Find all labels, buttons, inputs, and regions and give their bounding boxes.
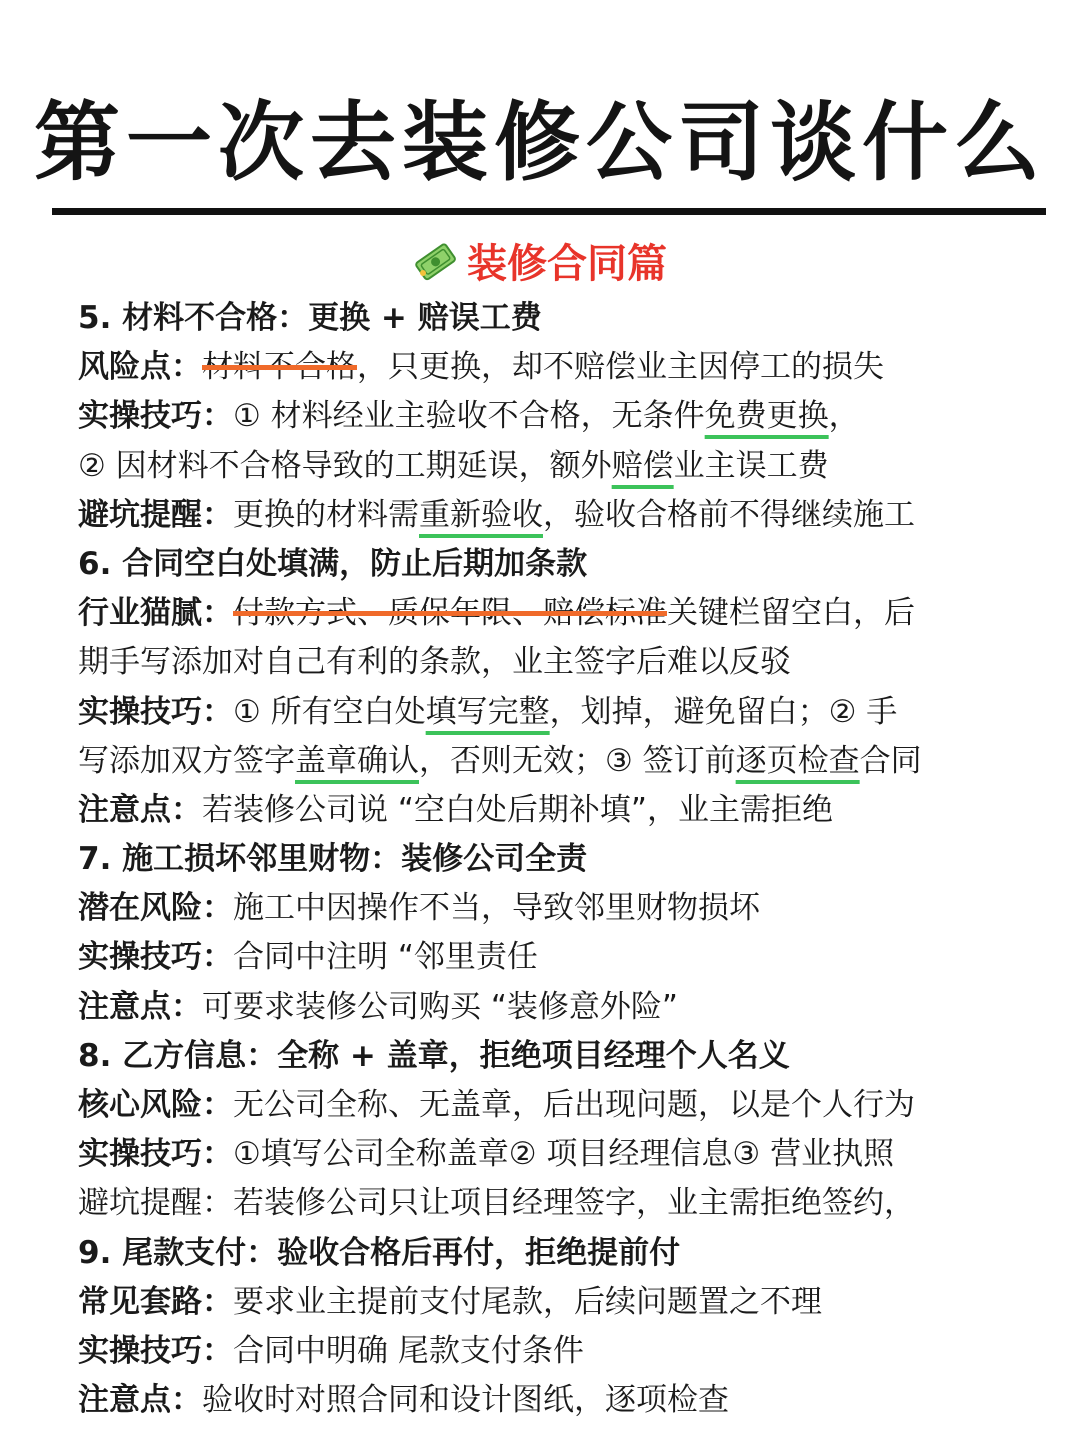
- s5-risk-text: ，只更换，却不赔偿业主因停工的损失: [357, 349, 884, 386]
- s9-routine-text: 要求业主提前支付尾款，后续问题置之不理: [233, 1283, 822, 1320]
- s7-tip-text: 合同中注明 “邻里责任: [233, 939, 538, 976]
- s6-tip2-underline-2: 逐页检查: [735, 742, 860, 779]
- s6-tip-label: 实操技巧：: [78, 693, 233, 730]
- s6-tip-underline: 填写完整: [425, 693, 550, 730]
- s6-note-label: 注意点：: [78, 791, 202, 828]
- s7-note-line: [78, 983, 1058, 1032]
- s5-tip2-text-b: 业主误工费: [673, 447, 829, 484]
- s5-tip2-text-a: ② 因材料不合格导致的工期延误，额外: [78, 447, 612, 484]
- s7-tip-line: [78, 933, 1058, 982]
- s5-warn-text-b: ，验收合格前不得继续施工: [543, 496, 915, 533]
- s9-routine-line: [78, 1278, 1058, 1327]
- s8-risk-label: 核心风险：: [78, 1087, 233, 1123]
- s5-tip2-line: [78, 442, 1058, 491]
- s6-note-line: [78, 786, 1058, 835]
- s5-risk-label: 风险点：: [78, 349, 202, 386]
- s6-tip-text-a: ① 所有空白处: [233, 693, 426, 730]
- section-5-heading: 5. 材料不合格：更换 + 赔误工费: [78, 300, 542, 336]
- s5-warn-text-a: 更换的材料需: [233, 496, 419, 533]
- s9-note-text: 验收时对照合同和设计图纸，逐项检查: [202, 1382, 729, 1419]
- s9-routine-label: 常见套路：: [78, 1283, 233, 1320]
- s6-note-text: 若装修公司说 “空白处后期补填”，业主需拒绝: [202, 791, 833, 828]
- s8-tip-line: [78, 1130, 1058, 1179]
- s7-risk-label: 潜在风险：: [78, 890, 233, 927]
- s5-tip-text-a: ① 材料经业主验收不合格，无条件: [233, 398, 705, 435]
- s5-tip-underline: 免费更换: [704, 398, 829, 435]
- s8-tip-text: ①填写公司全称盖章② 项目经理信息③ 营业执照: [233, 1136, 895, 1173]
- s5-warn-line: [78, 491, 1058, 540]
- s9-note-label: 注意点：: [78, 1382, 202, 1419]
- s6-trick-line-2: 期手写添加对自己有利的条款，业主签字后难以反驳: [78, 644, 791, 681]
- s9-tip-text: 合同中明确 尾款支付条件: [233, 1332, 584, 1369]
- s7-tip-label: 实操技巧：: [78, 939, 233, 976]
- s5-tip2-underline: 赔偿: [611, 447, 674, 484]
- s7-note-label: 注意点：: [78, 988, 202, 1025]
- s6-tip2-line: [78, 737, 1058, 786]
- s6-trick-strike: 付款方式、质保年限、赔偿标准: [233, 595, 667, 632]
- s6-trick-line: [78, 589, 1058, 638]
- s6-trick-label: 行业猫腻：: [78, 595, 233, 632]
- section-7-heading: 7. 施工损坏邻里财物：装修公司全责: [78, 841, 588, 878]
- s9-tip-label: 实操技巧：: [78, 1332, 233, 1369]
- s6-trick-text: 关键栏留空白，后: [667, 595, 915, 632]
- s7-risk-line: [78, 884, 1058, 933]
- s6-tip-text-b: ，划掉，避免留白；② 手: [549, 693, 898, 730]
- s8-risk-line: [78, 1081, 1058, 1130]
- s6-tip2-text-b: ，否则无效；③ 签订前: [419, 742, 736, 779]
- section-subtitle: [0, 236, 1080, 298]
- title-divider: [52, 208, 1046, 215]
- s6-tip2-underline-1: 盖章确认: [295, 742, 419, 779]
- s5-warn-underline: 重新验收: [419, 496, 543, 533]
- s7-note-text: 可要求装修公司购买 “装修意外险”: [202, 988, 678, 1025]
- s5-warn-label: 避坑提醒：: [78, 496, 233, 533]
- section-6-heading: 6. 合同空白处填满，防止后期加条款: [78, 545, 588, 582]
- s5-tip-text-b: ，: [828, 398, 860, 435]
- s9-note-line: [78, 1376, 1058, 1425]
- s5-tip-line: [78, 392, 1058, 441]
- s9-tip-line: [78, 1327, 1058, 1376]
- s6-tip2-text-a: 写添加双方签字: [78, 742, 295, 779]
- page-title: 第一次去装修公司谈什么: [34, 93, 1046, 193]
- s7-risk-text: 施工中因操作不当，导致邻里财物损坏: [233, 890, 760, 927]
- money-bill-icon: [413, 239, 457, 298]
- section-9-heading: 9. 尾款支付：验收合格后再付，拒绝提前付: [78, 1234, 681, 1271]
- s8-risk-text: 无公司全称、无盖章，后出现问题，以是个人行为: [233, 1087, 915, 1123]
- s5-risk-line: [78, 343, 1058, 392]
- s6-tip2-text-c: 合同: [859, 742, 922, 779]
- content-body: [78, 294, 1058, 1425]
- section-8-heading: 8. 乙方信息：全称 + 盖章，拒绝项目经理个人名义: [78, 1037, 790, 1074]
- s6-tip-line: [78, 688, 1058, 737]
- subtitle-text: 装修合同篇: [467, 241, 667, 287]
- s5-tip-label: 实操技巧：: [78, 398, 233, 435]
- s5-risk-strike: 材料不合格: [202, 349, 357, 386]
- s8-warn-line: 避坑提醒：若装修公司只让项目经理签字，业主需拒绝签约，: [78, 1185, 915, 1222]
- s8-tip-label: 实操技巧：: [78, 1136, 233, 1173]
